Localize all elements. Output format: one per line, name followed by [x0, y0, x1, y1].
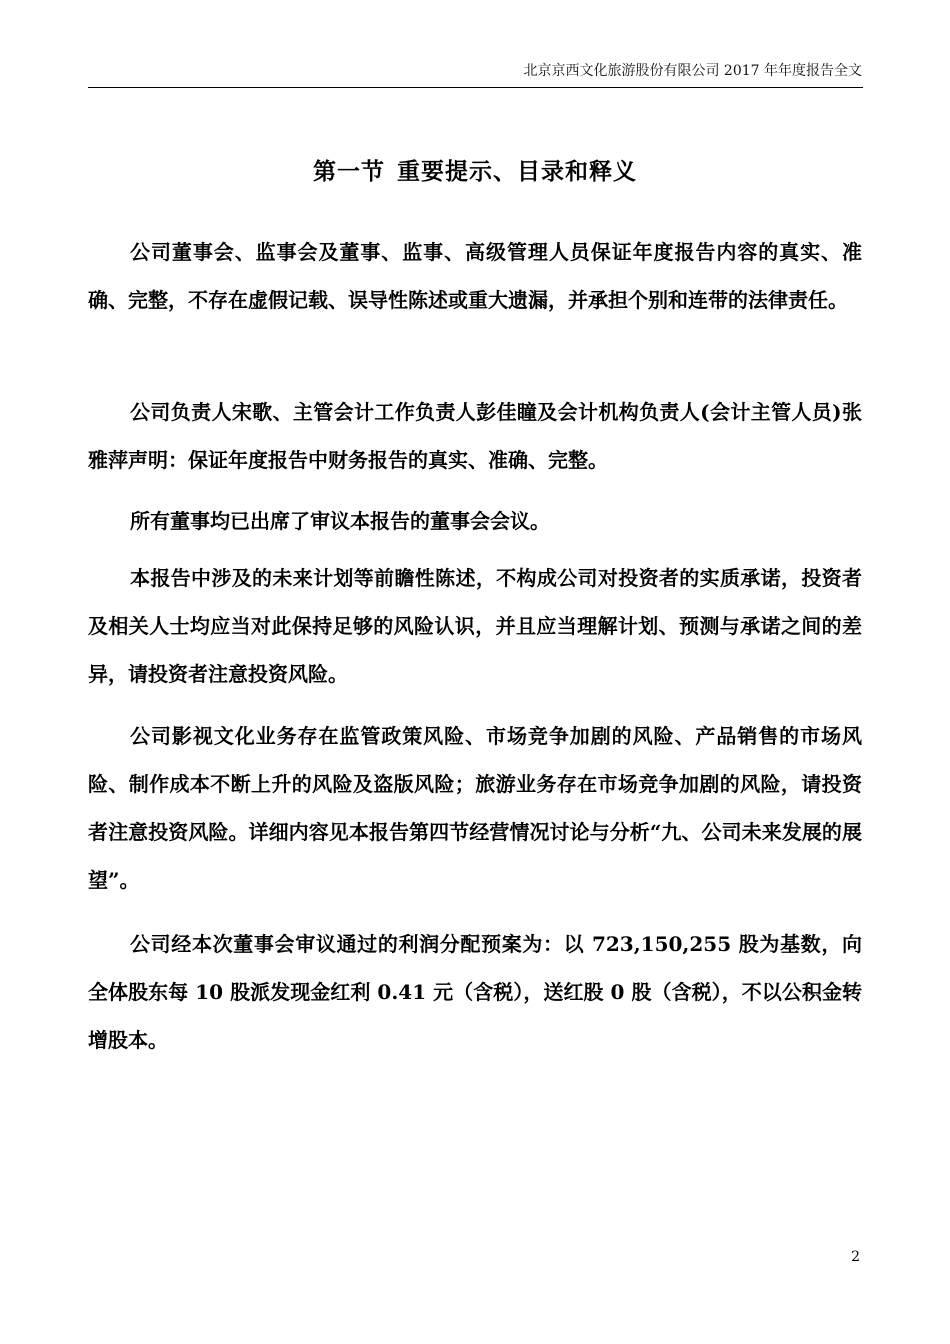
section-heading: 重要提示、目录和释义: [397, 158, 637, 185]
paragraph-board-attendance: 所有董事均已出席了审议本报告的董事会会议。: [130, 509, 550, 533]
paragraph-responsibility-statement: 公司董事会、监事会及董事、监事、高级管理人员保证年度报告内容的真实、准确、完整，不存在虚假记载、误导性陈述或重大遗漏，并承担个别和连带的法律责任。: [88, 240, 862, 312]
page-number: 2: [851, 1249, 860, 1265]
section-number: 第一节: [313, 158, 385, 185]
running-header: 北京京西文化旅游股份有限公司 2017 年年度报告全文: [523, 63, 862, 79]
paragraph-forward-looking: 本报告中涉及的未来计划等前瞻性陈述，不构成公司对投资者的实质承诺，投资者及相关人士均应当对此保持足够的风险认识，并且应当理解计划、预测与承诺之间的差异，请投资者注意投资风险。: [88, 566, 862, 686]
header-divider: [88, 87, 863, 88]
section-title: [0, 154, 950, 190]
paragraph-financial-declaration: 公司负责人宋歌、主管会计工作负责人彭佳瞳及会计机构负责人(会计主管人员)张雅萍声明：保证年度报告中财务报告的真实、准确、完整。: [88, 400, 862, 472]
paragraph-risk-factors: 公司影视文化业务存在监管政策风险、市场竞争加剧的风险、产品销售的市场风险、制作成本不断上升的风险及盗版风险；旅游业务存在市场竞争加剧的风险，请投资者注意投资风险。详细内容见本报告第四节经营情况讨论与分析“九、公司未来发展的展望”。: [88, 724, 862, 892]
paragraph-profit-distribution: 公司经本次董事会审议通过的利润分配预案为：以 723,150,255 股为基数，向全体股东每 10 股派发现金红利 0.41 元（含税），送红股 0 股（含税），不以公积金转增股本。: [88, 932, 862, 1052]
